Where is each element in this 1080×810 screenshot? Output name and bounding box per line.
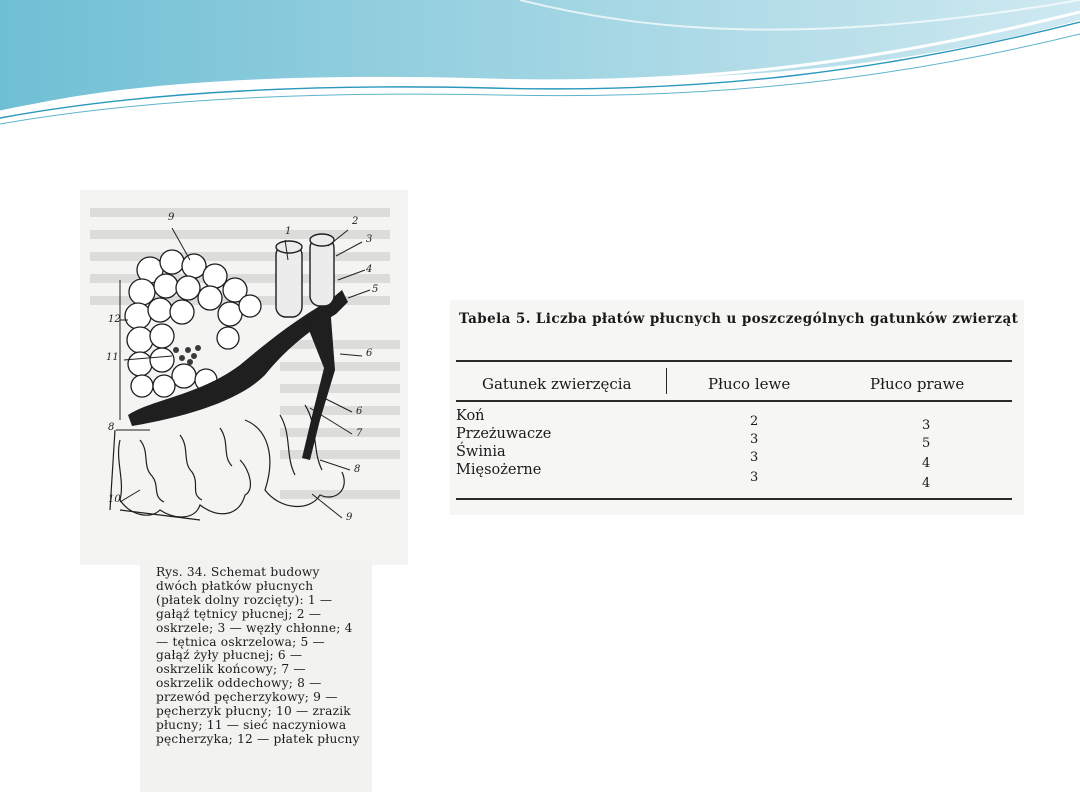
column-header-species: Gatunek zwierzęcia xyxy=(482,375,632,393)
table-title: Tabela 5. Liczba płatów płucnych u poszczególnych gatunków zwierząt xyxy=(459,311,1019,327)
column-header-left-lung: Płuco lewe xyxy=(708,375,791,393)
table-bottom-rule xyxy=(456,498,1012,500)
right-lung-count: 3 xyxy=(922,418,931,433)
figure-label: 6 xyxy=(366,348,373,359)
left-lung-count: 2 xyxy=(750,414,759,429)
lung-lobule-diagram xyxy=(80,190,408,565)
figure-label: 4 xyxy=(366,264,373,275)
figure-label: 1 xyxy=(285,226,292,237)
figure-label: 7 xyxy=(356,428,363,439)
figure-caption: Rys. 34. Schemat budowy dwóch płatków płucnych (płatek dolny rozcięty): 1 — gałąź tętnicy płucnej; 2 — oskrzele; 3 — węzły chłonne; 4 — tętnica oskrzelowa; 5 — gałąź żyły płucnej; 6 — oskrzelik końcowy; 7 — oskrzelik oddechowy; 8 — przewód pęcherzykowy; 9 — pęcherzyk płucny; 10 — zrazik płucny; 11 — sieć naczyniowa pęcherzyka; 12 — płatek płucny xyxy=(156,565,360,746)
right-lung-count: 4 xyxy=(922,476,931,491)
table-top-rule xyxy=(456,360,1012,362)
right-lung-count: 4 xyxy=(922,456,931,471)
row-species: Mięsożerne xyxy=(456,462,542,478)
figure-label: 10 xyxy=(108,494,121,505)
row-species: Koń xyxy=(456,408,485,424)
column-separator xyxy=(666,368,667,394)
figure-caption-panel xyxy=(140,560,372,792)
figure-label: 2 xyxy=(352,216,359,227)
figure-label: 6 xyxy=(356,406,363,417)
left-lung-count: 3 xyxy=(750,470,759,485)
figure-label: 12 xyxy=(108,314,121,325)
left-lung-count: 3 xyxy=(750,432,759,447)
figure-label: 9 xyxy=(168,212,175,223)
figure-label: 11 xyxy=(106,352,119,363)
left-lung-count: 3 xyxy=(750,450,759,465)
header-wave-decoration xyxy=(0,0,1080,140)
column-header-right-lung: Płuco prawe xyxy=(870,375,965,393)
right-lung-count: 5 xyxy=(922,436,931,451)
table-header-rule xyxy=(456,400,1012,402)
figure-label: 8 xyxy=(108,422,115,433)
figure-label: 9 xyxy=(346,512,353,523)
figure-label: 5 xyxy=(372,284,379,295)
figure-label: 3 xyxy=(366,234,373,245)
row-species: Świnia xyxy=(456,444,506,460)
figure-label: 8 xyxy=(354,464,361,475)
row-species: Przeżuwacze xyxy=(456,426,552,442)
lobes-table xyxy=(450,300,1024,515)
lung-drawing xyxy=(80,190,408,565)
